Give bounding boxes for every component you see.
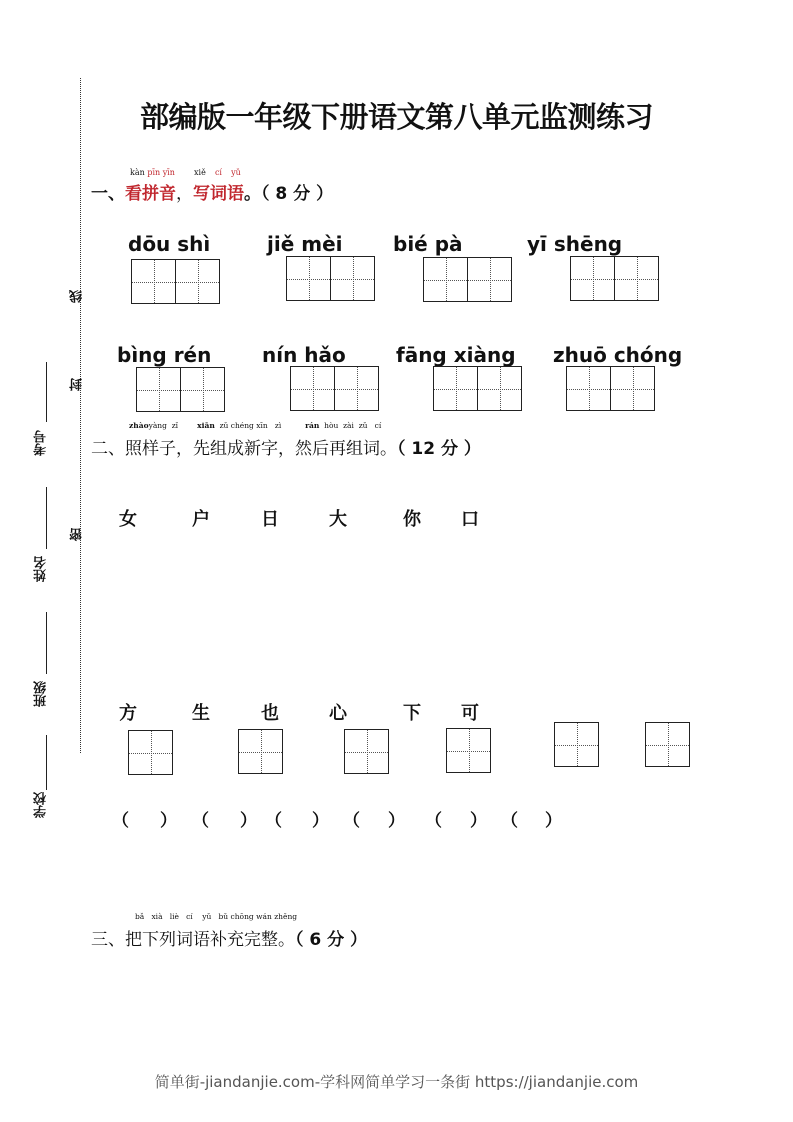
section3-heading: 三、把下列词语补充完整。（ 6 分 ） [91,930,368,950]
answer-grid[interactable] [433,366,522,411]
seal-char-xian: 线 [70,290,85,303]
component-char: 户 [192,509,210,530]
school-line [46,735,47,790]
answer-paren-open: （ [192,811,209,831]
answer-paren-close: ） [160,811,177,831]
answer-grid[interactable] [131,259,220,304]
pinyin-word: zhuō chóng [553,343,683,367]
component-char: 也 [261,703,279,724]
answer-grid[interactable] [566,366,655,411]
component-char: 可 [461,703,479,724]
pinyin-word: jiě mèi [267,232,343,256]
class-label: 班级 [34,681,49,707]
pinyin-word: dōu shì [128,232,211,256]
answer-grid[interactable] [136,367,225,412]
section2-ruby: zhàoyàng zǐ xiān zǔ chéng xīn zì rán hòu zài zǔ cí [129,421,382,430]
seal-char-feng: 封 [70,378,85,391]
char-grid[interactable] [645,722,690,767]
name-label: 姓名 [34,556,49,582]
char-grid[interactable] [128,730,173,775]
component-char: 你 [403,509,421,530]
answer-paren-open: （ [343,811,360,831]
pinyin-word: nín hǎo [262,343,346,367]
pinyin-word: yī shēng [527,232,623,256]
section1-heading: 一、看拼音，写词语。（ 8 分 ） [91,184,334,204]
component-char: 心 [329,703,347,724]
char-grid[interactable] [554,722,599,767]
section2-heading: 二、照样子，先组成新字，然后再组词。（ 12 分 ） [91,439,481,459]
answer-paren-open: （ [425,811,442,831]
answer-paren-open: （ [501,811,518,831]
answer-grid[interactable] [423,257,512,302]
pinyin-word: fāng xiàng [396,343,516,367]
answer-paren-close: ） [240,811,257,831]
component-char: 日 [261,509,279,530]
char-grid[interactable] [238,729,283,774]
component-char: 大 [329,509,347,530]
answer-grid[interactable] [286,256,375,301]
exam-number-line [46,362,47,422]
component-char: 生 [192,703,210,724]
section1-ruby: kàn pīn yīn xiě cí yǔ [130,168,241,177]
answer-grid[interactable] [290,366,379,411]
component-char: 方 [119,703,137,724]
page-title: 部编版一年级下册语文第八单元监测练习 [139,100,653,134]
answer-paren-close: ） [470,811,487,831]
exam-number-label: 考号 [34,430,49,456]
answer-paren-open: （ [265,811,282,831]
school-label: 学校 [34,792,49,818]
name-line [46,487,47,549]
answer-paren-close: ） [388,811,405,831]
component-char: 下 [403,703,421,724]
answer-paren-close: ） [312,811,329,831]
char-grid[interactable] [446,728,491,773]
char-grid[interactable] [344,729,389,774]
pinyin-word: bìng rén [117,343,212,367]
footer-watermark: 简单街-jiandanjie.com-学科网简单学习一条街 https://jiandanjie.com [154,1073,639,1091]
component-char: 口 [461,509,479,530]
answer-paren-open: （ [112,811,129,831]
answer-grid[interactable] [570,256,659,301]
section3-ruby: bǎ xià liè cí yǔ bǔ chōng wán zhěng [135,912,298,921]
class-line [46,612,47,674]
component-char: 女 [119,509,137,530]
pinyin-word: bié pà [393,232,463,256]
seal-char-mi: 密 [70,528,85,541]
answer-paren-close: ） [545,811,562,831]
binding-dotted-line [80,78,81,753]
